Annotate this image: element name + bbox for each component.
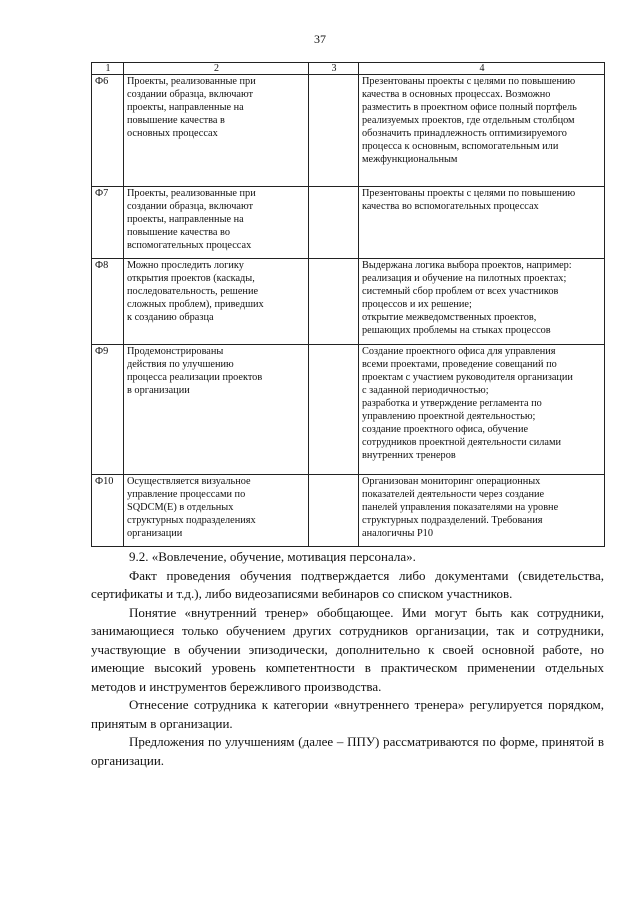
paragraph: Отнесение сотрудника к категории «внутреннего тренера» регулируется порядком, принятым в организации. (91, 697, 604, 731)
row-evidence: Презентованы проекты с целями по повышению качества во вспомогательных процессах (359, 187, 605, 259)
row-code: Ф6 (92, 75, 124, 187)
row-evidence: Организован мониторинг операционных показателей деятельности через создание панелей управления показателями на уровне структурных подразделений. Требования аналогичны Р10 (359, 475, 605, 547)
row-criterion: Осуществляется визуальное управление процессами по SQDCM(E) в отдельных структурных подразделениях организации (124, 475, 309, 547)
table-row (92, 75, 605, 187)
table-row (92, 187, 605, 259)
table-row (92, 345, 605, 475)
row-criterion: Можно проследить логику открытия проектов (каскады, последовательность, решение сложных проблем), приведших к созданию образца (124, 259, 309, 345)
row-code: Ф9 (92, 345, 124, 475)
section-heading: 9.2. «Вовлечение, обучение, мотивация персонала». (129, 549, 416, 564)
column-header: 1 (92, 63, 124, 75)
column-header: 4 (359, 63, 605, 75)
row-evidence: Создание проектного офиса для управления всеми проектами, проведение совещаний по проектам с участием руководителя организации с заданной периодичностью; разработка и утверждение регламента по управлению проектной деятельностью; создание проектного офиса, обучение сотрудников проектной деятельности силами внутренних тренеров (359, 345, 605, 475)
row-evidence: Презентованы проекты с целями по повышению качества в основных процессах. Возможно разместить в проектном офисе полный портфель реализуемых проектов, где отдельным столбцом обозначить принадлежность оптимизируемого процесса к основным, вспомогательным или межфункциональным (359, 75, 605, 187)
row-score (309, 187, 359, 259)
paragraph: Понятие «внутренний тренер» обобщающее. Ими могут быть как сотрудники, занимающиеся только обучением других сотрудников организации, так и сотрудники, участвующие в обучении эпизодически, дополнительно к своей основной работе, но имеющие высокий уровень компетентности в практическом применении отдельных методов и инструментов бережливого производства. (91, 604, 604, 694)
table-row (92, 475, 605, 547)
row-code: Ф7 (92, 187, 124, 259)
row-evidence: Выдержана логика выбора проектов, например: реализация и обучение на пилотных проектах; системный сбор проблем от всех участников процессов и их решение; открытие межведомственных проектов, решающих проблемы на стыках процессов (359, 259, 605, 345)
row-score (309, 75, 359, 187)
row-code: Ф10 (92, 475, 124, 547)
body-text (91, 548, 604, 770)
row-score (309, 475, 359, 547)
row-score (309, 259, 359, 345)
table-header-row (92, 63, 605, 75)
criteria-table (91, 62, 605, 547)
row-criterion: Проекты, реализованные при создании образца, включают проекты, направленные на повышение качества во вспомогательных процессах (124, 187, 309, 259)
row-score (309, 345, 359, 475)
table-row (92, 259, 605, 345)
page-number: 37 (314, 32, 326, 46)
row-criterion: Продемонстрированы действия по улучшению процесса реализации проектов в организации (124, 345, 309, 475)
column-header: 3 (309, 63, 359, 75)
paragraph: Предложения по улучшениям (далее – ППУ) рассматриваются по форме, принятой в организации. (91, 734, 604, 768)
row-code: Ф8 (92, 259, 124, 345)
row-criterion: Проекты, реализованные при создании образца, включают проекты, направленные на повышение качества в основных процессах (124, 75, 309, 187)
column-header: 2 (124, 63, 309, 75)
paragraph: Факт проведения обучения подтверждается либо документами (свидетельства, сертификаты и т.д.), либо видеозаписями вебинаров со списком участников. (91, 567, 604, 601)
